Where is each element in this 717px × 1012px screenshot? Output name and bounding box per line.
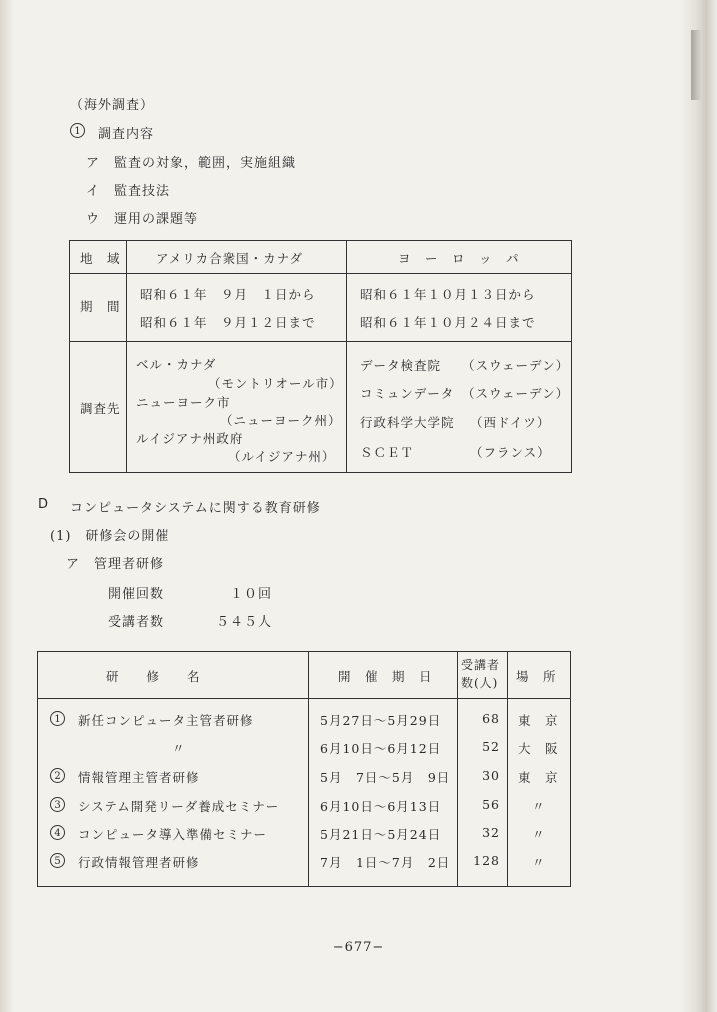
manager-training-title: 管理者研修 <box>94 557 165 572</box>
course-dates: 5月 7日〜5月 9日 <box>320 770 451 785</box>
sub-mark-a: ア <box>86 156 101 171</box>
course-name: システム開発リーダ養成セミナー <box>78 799 280 814</box>
dest-france: （フランス） <box>470 445 551 460</box>
survey-table <box>69 240 572 473</box>
header-europe: ヨ ー ロ ッ パ <box>398 251 520 266</box>
course-place: 東 京 <box>518 713 559 728</box>
course-attendees: 68 <box>482 711 500 726</box>
header-course-name: 研 修 名 <box>106 669 201 684</box>
dest-montreal: （モントリオール市） <box>208 376 343 391</box>
sub-item-u: 運用の課題等 <box>114 212 199 227</box>
course-dates: 6月10日〜6月12日 <box>320 741 442 756</box>
header-america: アメリカ合衆国・カナダ <box>156 251 304 266</box>
course-attendees: 128 <box>473 853 500 868</box>
dest-sweden-1: （スウェーデン） <box>462 358 570 373</box>
row-number: 3 <box>50 797 65 812</box>
page-edge-shadow-right <box>681 0 717 1012</box>
training-table <box>37 651 571 887</box>
dest-new-york-state: （ニューヨーク州） <box>220 413 342 428</box>
dest-louisiana-state: （ルイジアナ州） <box>228 449 336 464</box>
destinations-label: 調査先 <box>80 401 121 416</box>
header-attendees-1: 受講者 <box>461 658 501 672</box>
binding-tab <box>691 30 701 100</box>
header-attendees-2: 数(人) <box>461 676 499 690</box>
count-label: 開催回数 <box>108 587 165 602</box>
course-place: 〃 <box>532 855 546 870</box>
dest-data-inspection: データ検査院 <box>360 358 442 373</box>
page-edge-shadow <box>0 0 14 1012</box>
course-name: 情報管理主管者研修 <box>78 770 200 785</box>
course-place: 〃 <box>532 799 546 814</box>
dest-new-york-city: ニューヨーク市 <box>136 395 231 410</box>
attendees-label: 受講者数 <box>108 615 165 630</box>
header-region: 地 域 <box>80 251 121 266</box>
row-number: 1 <box>50 711 65 726</box>
course-dates: 5月21日〜5月24日 <box>320 827 442 842</box>
dest-scet: ＳＣＥＴ <box>360 445 415 460</box>
period-america-start: 昭和６１年 ９月 １日から <box>140 287 316 302</box>
row-number: 5 <box>50 853 65 868</box>
course-dates: 6月10日〜6月13日 <box>320 799 442 814</box>
course-place: 〃 <box>532 827 546 842</box>
dest-sweden-2: （スウェーデン） <box>462 386 570 401</box>
course-name: 新任コンピュータ主管者研修 <box>78 713 254 728</box>
sub-mark-i: イ <box>86 184 101 199</box>
row-number: 4 <box>50 825 65 840</box>
sub-mark-a-d: ア <box>66 557 81 572</box>
course-name: コンピュータ導入準備セミナー <box>78 827 268 842</box>
course-dates: 7月 1日〜7月 2日 <box>320 855 451 870</box>
row-number: 2 <box>50 768 65 783</box>
course-dates: 5月27日〜5月29日 <box>320 713 442 728</box>
count-value: １０回 <box>230 587 273 602</box>
course-place: 大 阪 <box>518 741 559 756</box>
header-place: 場 所 <box>516 669 557 684</box>
dest-louisiana-gov: ルイジアナ州政府 <box>136 431 244 446</box>
course-name: 行政情報管理者研修 <box>78 855 200 870</box>
dest-kommundata: コミュンデータ <box>360 386 455 401</box>
circled-number-1: 1 <box>70 123 85 138</box>
sub-item-a: 監査の対象，範囲，実施組織 <box>114 156 297 171</box>
dest-admin-school: 行政科学大学院 <box>360 415 455 430</box>
course-name: 〃 <box>172 741 186 756</box>
dest-west-germany: （西ドイツ） <box>470 415 551 430</box>
course-place: 東 京 <box>518 770 559 785</box>
period-america-end: 昭和６１年 ９月１２日まで <box>140 315 316 330</box>
period-label: 期 間 <box>80 299 121 314</box>
period-europe-start: 昭和６１年１０月１３日から <box>360 287 536 302</box>
course-attendees: 32 <box>482 825 500 840</box>
sub-item-i: 監査技法 <box>114 184 171 199</box>
attendees-value: ５４５人 <box>216 615 273 630</box>
sub-mark-u: ウ <box>86 212 101 227</box>
period-europe-end: 昭和６１年１０月２４日まで <box>360 315 536 330</box>
section-d-title: コンピュータシステムに関する教育研修 <box>70 501 321 516</box>
section-letter-d: D <box>38 497 50 512</box>
survey-content-label: 調査内容 <box>98 127 155 142</box>
dest-bell-canada: ベル・カナダ <box>136 357 217 372</box>
course-attendees: 52 <box>482 739 500 754</box>
course-attendees: 30 <box>482 768 500 783</box>
header-dates: 開 催 期 日 <box>338 669 433 684</box>
overseas-heading: （海外調査） <box>70 98 155 113</box>
subsection-1-title: (1) 研修会の開催 <box>50 529 170 544</box>
course-attendees: 56 <box>482 797 500 812</box>
page-number: −677− <box>332 940 385 955</box>
